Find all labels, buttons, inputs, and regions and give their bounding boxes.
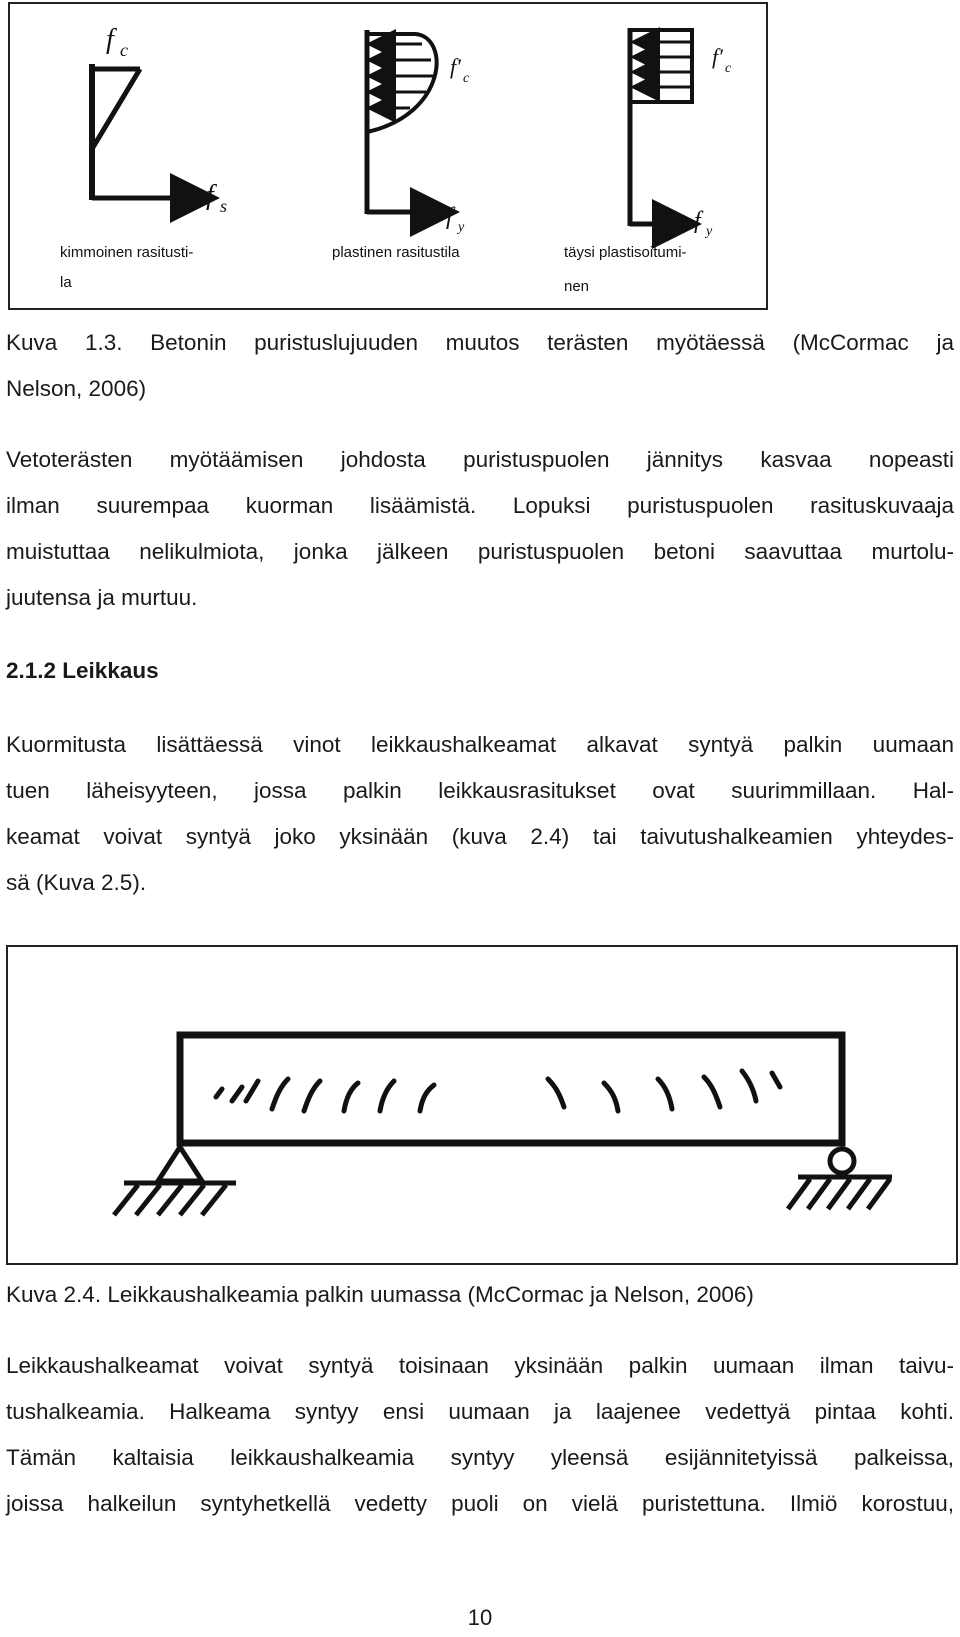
caption-figure-1-3-cont: Nelson, 2006) [6, 376, 147, 401]
paragraph-3-line-2: tushalkeamia. Halkeama syntyy ensi uumaan ja laajenee vedettyä pintaa kohti. [6, 1399, 954, 1424]
paragraph-1-line-4: juutensa ja murtuu. [6, 585, 198, 610]
elastic-stress-diagram [92, 64, 210, 200]
beam-diagram [8, 947, 956, 1263]
fy-symbol: f [446, 204, 453, 230]
fy-symbol-2: f [694, 208, 701, 234]
pin-support [114, 1147, 236, 1215]
fy-subscript: y [458, 220, 465, 235]
paragraph-1-line-2: ilman suurempaa kuorman lisäämistä. Lopuksi puristuspuolen rasituskuvaaja [6, 493, 954, 518]
label-fully-plastic: täysi plastisoitumi- [564, 244, 687, 261]
stress-diagrams [10, 4, 766, 308]
paragraph-3-line-4: joissa halkeilun syntyhetkellä vedetty puoli on vielä puristettuna. Ilmiö korostuu, [6, 1491, 954, 1516]
fc-prime-subscript: c [463, 71, 470, 86]
fc-prime-subscript-2: c [725, 61, 732, 76]
fc-symbol: f [106, 24, 114, 55]
fully-plastic-stress-diagram [630, 28, 692, 226]
caption-figure-1-3: Kuva 1.3. Betonin puristuslujuuden muutos terästen myötäessä (McCormac ja [6, 330, 954, 355]
fc-prime-symbol-2: f′ [712, 44, 723, 69]
right-shear-cracks [548, 1071, 780, 1111]
paragraph-2-line-2: tuen läheisyyteen, jossa palkin leikkausrasitukset ovat suurimmillaan. Hal- [6, 778, 954, 803]
caption-figure-2-4: Kuva 2.4. Leikkaushalkeamia palkin uumassa (McCormac ja Nelson, 2006) [6, 1282, 754, 1307]
fc-subscript: c [120, 40, 128, 60]
label-elastic-cont: la [60, 274, 72, 288]
roller-support [788, 1149, 892, 1209]
plastic-stress-diagram [367, 30, 450, 214]
fs-subscript: s [220, 196, 228, 216]
paragraph-3-line-3: Tämän kaltaisia leikkaushalkeamia syntyy yleensä esijännitetyissä palkeissa, [6, 1445, 954, 1470]
paragraph-2-line-4: sä (Kuva 2.5). [6, 870, 147, 895]
paragraph-2-line-3: keamat voivat syntyä joko yksinään (kuva 2.4) tai taivutushalkeamien yhteydes- [6, 824, 954, 849]
label-fully-plastic-cont: nen [564, 278, 590, 295]
label-elastic: kimmoinen rasitusti- [60, 244, 194, 261]
beam-shear-crack-figure [6, 945, 958, 1265]
page-number: 10 [467, 1605, 493, 1630]
fy-subscript-2: y [706, 224, 713, 239]
paragraph-3-line-1: Leikkaushalkeamat voivat syntyä toisinaan yksinään palkin uumaan ilman taivu- [6, 1353, 954, 1378]
paragraph-1-line-3: muistuttaa nelikulmiota, jonka jälkeen puristuspuolen betoni saavuttaa murtolu- [6, 539, 954, 564]
paragraph-1-line-1: Vetoterästen myötäämisen johdosta puristuspuolen jännitys kasvaa nopeasti [6, 447, 954, 472]
fc-prime-symbol: f′ [450, 54, 461, 79]
stress-distribution-figure [8, 2, 768, 310]
section-heading: 2.1.2 Leikkaus [6, 658, 159, 683]
fs-symbol: f [206, 180, 214, 211]
label-plastic: plastinen rasitustila [332, 244, 460, 261]
paragraph-2-line-1: Kuormitusta lisättäessä vinot leikkaushalkeamat alkavat syntyä palkin uumaan [6, 732, 954, 757]
left-shear-cracks [216, 1079, 434, 1111]
